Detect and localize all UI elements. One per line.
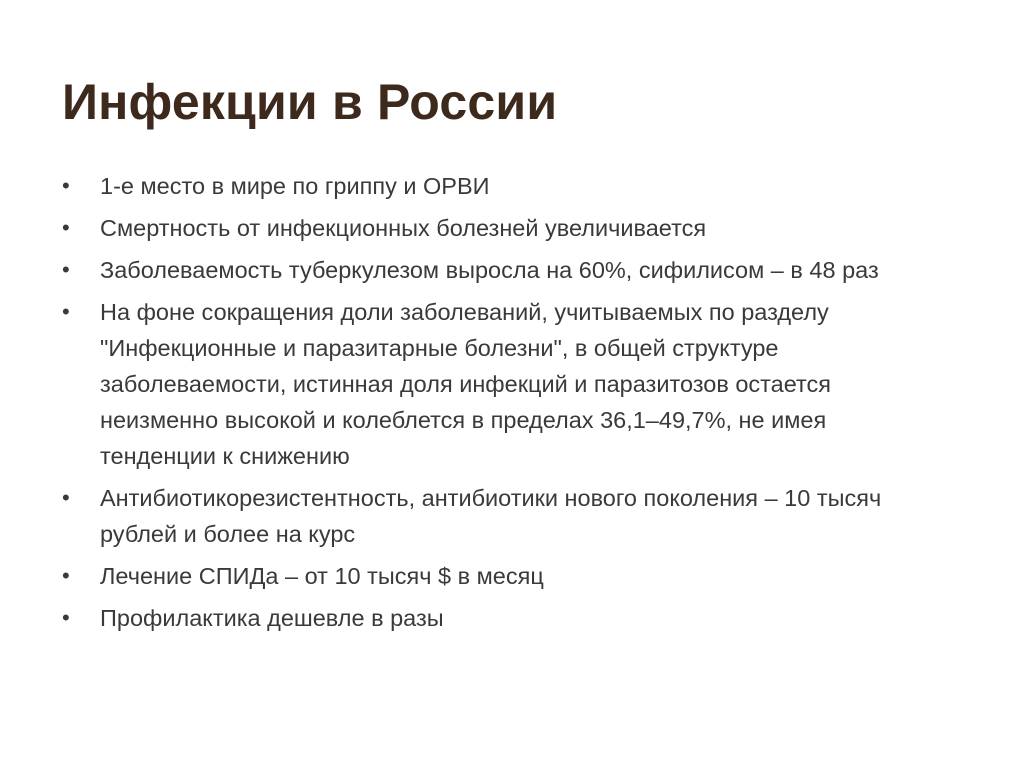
- bullet-item-flu-rank: [62, 168, 942, 204]
- bullet-item-aids-treatment: [62, 558, 942, 594]
- bullet-text: Антибиотикорезистентность, антибиотики нового поколения – 10 тысяч рублей и более на курс: [100, 485, 882, 547]
- bullet-item-antibiotic-resistance: [62, 480, 942, 552]
- bullet-item-tuberculosis: [62, 252, 942, 288]
- bullet-text: 1-е место в мире по гриппу и ОРВИ: [100, 173, 490, 199]
- bullet-text: Смертность от инфекционных болезней увеличивается: [100, 215, 707, 241]
- bullet-dot-icon: •: [62, 605, 70, 630]
- bullet-text: Профилактика дешевле в разы: [100, 605, 444, 631]
- bullet-text: На фоне сокращения доли заболеваний, учитываемых по разделу "Инфекционные и паразитарные болезни", в общей структуре заболеваемости, истинная доля инфекций и паразитозов остается неизменно высокой и колеблется в пределах 36,1–49,7%, не имея тенденции к снижению: [100, 299, 832, 469]
- bullet-item-prevention: [62, 600, 942, 636]
- bullet-dot-icon: •: [62, 299, 70, 324]
- bullet-dot-icon: •: [62, 485, 70, 510]
- bullet-list: [62, 168, 942, 642]
- bullet-dot-icon: •: [62, 215, 70, 240]
- bullet-text: Заболеваемость туберкулезом выросла на 60%, сифилисом – в 48 раз: [100, 257, 879, 283]
- bullet-item-infection-share: [62, 294, 942, 474]
- bullet-dot-icon: •: [62, 563, 70, 588]
- bullet-text: Лечение СПИДа – от 10 тысяч $ в месяц: [100, 563, 544, 589]
- slide-title: Инфекции в России: [62, 74, 558, 130]
- bullet-dot-icon: •: [62, 257, 70, 282]
- bullet-item-mortality: [62, 210, 942, 246]
- bullet-dot-icon: •: [62, 173, 70, 198]
